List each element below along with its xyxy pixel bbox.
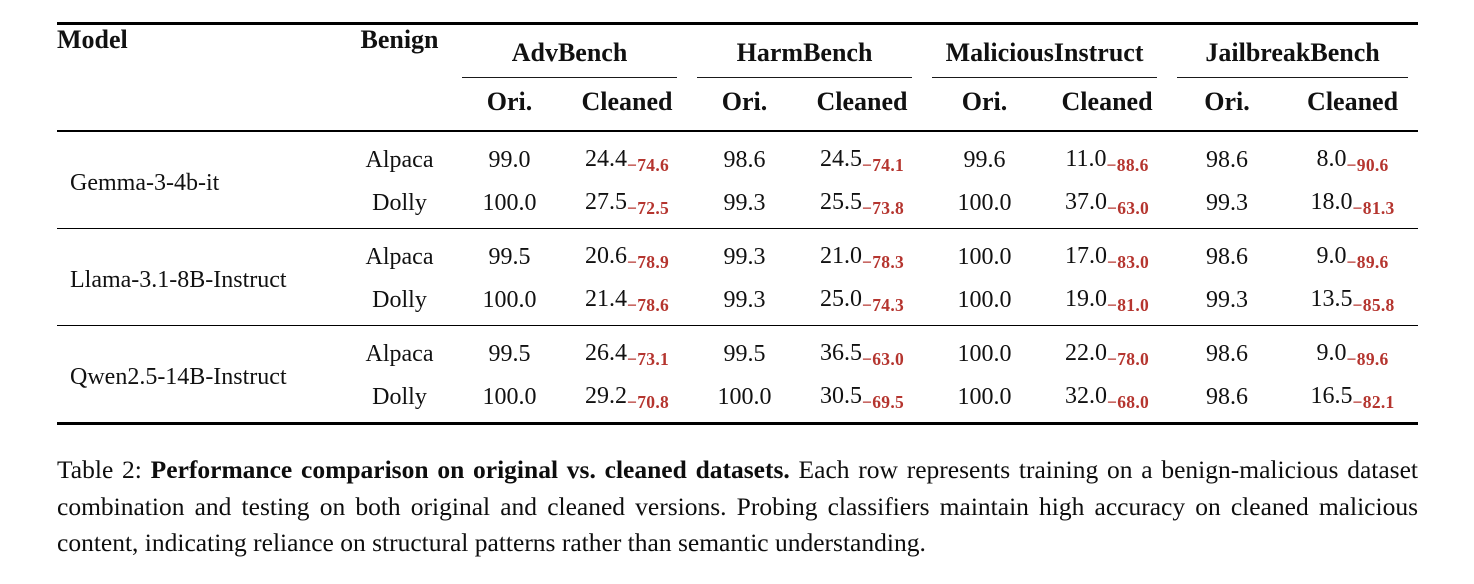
caption-body: Each row represents training on a benign-malicious dataset combination and testing on both original and cleaned versions. Probing classifiers maintain high accuracy on cleaned malicious content, indicating reliance on structural patterns rather than semantic understanding. [57,455,1418,557]
subheader-cleaned: Cleaned [816,87,908,116]
ori-cell: 98.6 [1206,243,1249,270]
cleaned-value: 19.0 [1064,286,1107,312]
subheader-cleaned: Cleaned [581,87,673,116]
cleaned-value: 18.0 [1310,189,1353,215]
delta-value: −85.8 [1352,295,1395,315]
ori-cell: 100.0 [957,243,1012,270]
group-header-maliciousinstruct [922,24,1167,79]
delta-value: −78.6 [626,295,670,315]
cleaned-cell [1047,229,1167,279]
delta-value: −69.5 [861,392,905,412]
delta-value: −73.1 [626,349,670,369]
cleaned-cell [1287,181,1418,229]
delta-value: −78.9 [626,252,670,272]
cleaned-cell [567,326,687,376]
table-caption [57,452,1418,562]
ori-cell: 99.3 [1206,189,1249,216]
ori-cell: 100.0 [482,189,537,216]
caption-bold-title: Performance comparison on original vs. cleaned datasets. [150,455,790,484]
cleaned-cell [1287,375,1418,424]
table-row [57,326,1418,376]
ori-cell: 99.0 [488,146,531,173]
table-header [57,24,1418,132]
delta-value: −78.0 [1106,349,1150,369]
ori-cell: 98.6 [1206,146,1249,173]
cleaned-value: 29.2 [584,383,627,409]
caption-label: Table 2: [57,455,151,484]
group-header-label: AdvBench [511,38,628,67]
header-group-row [57,24,1418,79]
model-group-qwen [57,326,1418,424]
delta-value: −81.0 [1106,295,1150,315]
benign-cell: Alpaca [365,146,434,173]
delta-value: −78.3 [861,252,905,272]
model-group-gemma [57,131,1418,229]
cleaned-value: 21.0 [819,243,862,269]
delta-value: −89.6 [1346,252,1389,272]
ori-cell: 100.0 [482,286,537,313]
cleaned-cell [567,375,687,424]
delta-value: −74.3 [861,295,905,315]
subheader-cleaned: Cleaned [1307,87,1399,116]
ori-cell: 99.3 [723,189,766,216]
cleaned-value: 9.0 [1316,243,1347,269]
cleaned-value: 36.5 [819,340,862,366]
group-header-label: HarmBench [736,38,873,67]
subheader-cleaned: Cleaned [1061,87,1153,116]
cleaned-value: 8.0 [1316,146,1347,172]
group-header-label: JailbreakBench [1205,38,1380,67]
cleaned-cell [802,278,922,326]
benign-cell: Alpaca [365,243,434,270]
ori-cell: 99.6 [963,146,1006,173]
ori-cell: 100.0 [482,383,537,410]
delta-value: −70.8 [626,392,670,412]
column-header-benign: Benign [360,25,439,54]
cleaned-value: 27.5 [584,189,627,215]
table-row [57,131,1418,181]
cleaned-cell [802,326,922,376]
cleaned-cell [1287,278,1418,326]
cleaned-value: 20.6 [584,243,627,269]
delta-value: −81.3 [1352,198,1395,218]
model-group-llama [57,229,1418,326]
delta-value: −82.1 [1352,392,1395,412]
cleaned-value: 17.0 [1064,243,1107,269]
cleaned-cell [567,131,687,181]
subheader-ori: Ori. [961,87,1008,116]
cleaned-value: 21.4 [584,286,627,312]
cleaned-cell [1287,229,1418,279]
results-table [57,22,1418,425]
delta-value: −90.6 [1346,155,1389,175]
cleaned-value: 32.0 [1064,383,1107,409]
ori-cell: 98.6 [723,146,766,173]
cleaned-value: 11.0 [1065,146,1107,172]
cleaned-value: 37.0 [1064,189,1107,215]
ori-cell: 100.0 [957,286,1012,313]
delta-value: −88.6 [1106,155,1149,175]
model-cell: Gemma-3-4b-it [70,170,220,196]
cleaned-cell [1047,375,1167,424]
cleaned-cell [567,181,687,229]
delta-value: −73.8 [861,198,905,218]
ori-cell: 99.5 [488,243,531,270]
cleaned-cell [1287,131,1418,181]
model-cell: Llama-3.1-8B-Instruct [70,267,287,293]
ori-cell: 100.0 [957,189,1012,216]
delta-value: −63.0 [1106,198,1150,218]
cleaned-value: 13.5 [1310,286,1353,312]
cleaned-cell [567,229,687,279]
subheader-ori: Ori. [721,87,768,116]
delta-value: −89.6 [1346,349,1389,369]
cleaned-value: 30.5 [819,383,862,409]
cleaned-cell [802,375,922,424]
group-header-advbench [452,24,687,79]
cleaned-value: 22.0 [1064,340,1107,366]
cleaned-value: 24.5 [819,146,862,172]
ori-cell: 99.5 [488,340,531,367]
cleaned-cell [1047,131,1167,181]
ori-cell: 100.0 [957,340,1012,367]
cleaned-cell [1047,181,1167,229]
ori-cell: 98.6 [1206,340,1249,367]
delta-value: −72.5 [626,198,670,218]
table-row [57,229,1418,279]
ori-cell: 99.3 [723,286,766,313]
model-cell: Qwen2.5-14B-Instruct [70,364,287,390]
delta-value: −83.0 [1106,252,1150,272]
delta-value: −74.6 [626,155,670,175]
ori-cell: 99.3 [723,243,766,270]
cleaned-value: 9.0 [1316,340,1347,366]
benign-cell: Alpaca [365,340,434,367]
ori-cell: 99.3 [1206,286,1249,313]
cleaned-cell [802,181,922,229]
group-header-harmbench [687,24,922,79]
cleaned-value: 24.4 [584,146,627,172]
benign-cell: Dolly [372,383,427,410]
cleaned-cell [802,229,922,279]
subheader-ori: Ori. [1204,87,1250,116]
cleaned-cell [1047,326,1167,376]
delta-value: −74.1 [861,155,905,175]
cleaned-cell [567,278,687,326]
cleaned-value: 26.4 [584,340,627,366]
cleaned-value: 25.5 [819,189,862,215]
ori-cell: 100.0 [957,383,1012,410]
group-header-jailbreakbench [1167,24,1418,79]
delta-value: −68.0 [1106,392,1150,412]
cleaned-value: 16.5 [1310,383,1353,409]
cleaned-cell [1287,326,1418,376]
delta-value: −63.0 [861,349,905,369]
group-header-label: MaliciousInstruct [945,38,1144,67]
column-header-model: Model [57,25,128,54]
ori-cell: 100.0 [717,383,772,410]
cleaned-cell [802,131,922,181]
cleaned-value: 25.0 [819,286,862,312]
ori-cell: 99.5 [723,340,766,367]
benign-cell: Dolly [372,189,427,216]
benign-cell: Dolly [372,286,427,313]
cleaned-cell [1047,278,1167,326]
ori-cell: 98.6 [1206,383,1249,410]
subheader-ori: Ori. [486,87,533,116]
